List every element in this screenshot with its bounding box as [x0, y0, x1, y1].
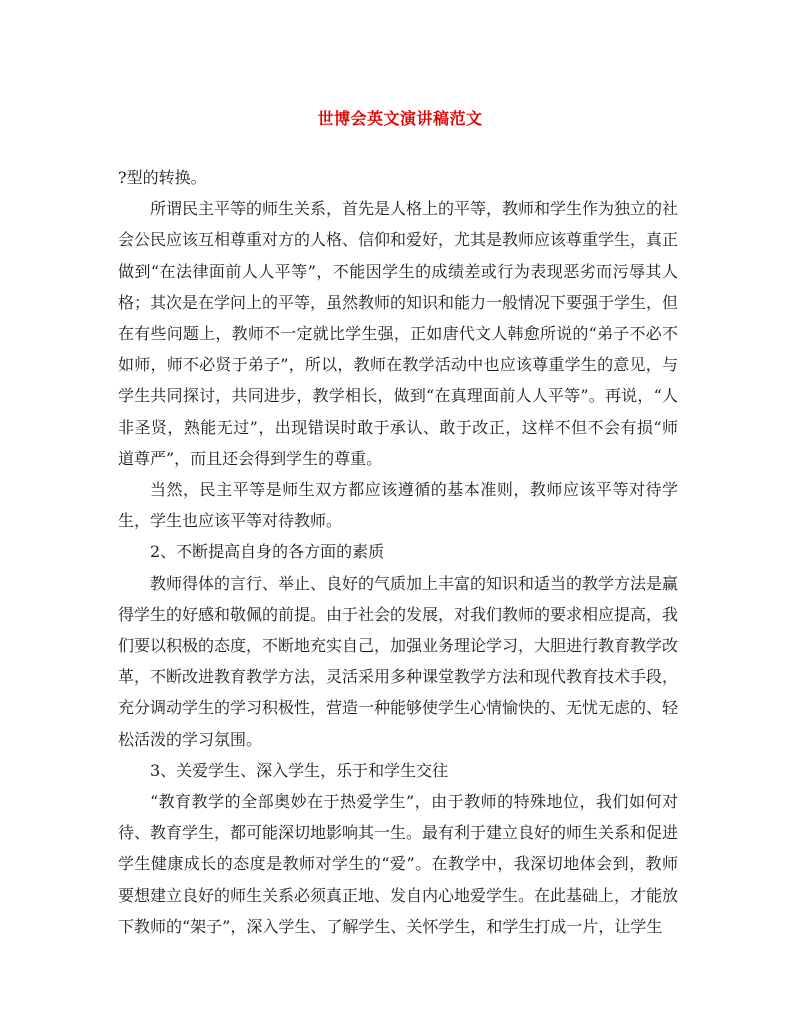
- paragraph-democratic-equality: 所谓民主平等的师生关系，首先是人格上的平等，教师和学生作为独立的社会公民应该互相尊重对方的人格、信仰和爱好，尤其是教师应该尊重学生，真正做到“在法律面前人人平等”，不能因学生的成绩差或行为表现恶劣而污辱其人格；其次是在学问上的平等，虽然教师的知识和能力一般情况下要强于学生，但在有些问题上，教师不一定就比学生强，正如唐代文人韩愈所说的“弟子不必不如师，师不必贤于弟子”，所以，教师在教学活动中也应该尊重学生的意见，与学生共同探讨，共同进步，教学相长，做到“在真理面前人人平等”。再说，“人非圣贤，熟能无过”，出现错误时敢于承认、敢于改正，这样不但不会有损“师道尊严”，而且还会得到学生的尊重。: [118, 199, 679, 468]
- paragraph-love-students: “教育教学的全部奥妙在于热爱学生”，由于教师的特殊地位，我们如何对待、教育学生，都可能深切地影响其一生。最有利于建立良好的师生关系和促进学生健康成长的态度是教师对学生的“爱”。在教学中，我深切地体会到，教师要想建立良好的师生关系必须真正地、发自内心地爱学生。在此基础上，才能放下教师的“架子”，深入学生、了解学生、关怀学生，和学生打成一片，让学生: [118, 792, 679, 936]
- paragraph-continuation: ?型的转换。: [118, 168, 207, 187]
- section-heading-3: 3、关爱学生、深入学生，乐于和学生交往: [150, 760, 449, 780]
- document-body: [118, 162, 678, 942]
- paragraph-mutual-respect: 当然，民主平等是师生双方都应该遵循的基本准则，教师应该平等对待学生，学生也应该平等对待教师。: [118, 480, 678, 531]
- document-title: 世博会英文演讲稿范文: [317, 109, 483, 128]
- paragraph-improve-quality: 教师得体的言行、举止、良好的气质加上丰富的知识和适当的教学方法是赢得学生的好感和敬佩的前提。由于社会的发展，对我们教师的要求相应提高，我们要以积极的态度，不断地充实自己，加强业务理论学习，大胆进行教育教学改革，不断改进教育教学方法，灵活采用多种课堂教学方法和现代教育技术手段，充分调动学生的学习积极性，营造一种能够使学生心情愉快的、无忧无虑的、轻松活泼的学习氛围。: [118, 573, 679, 749]
- section-heading-2: 2、不断提高自身的各方面的素质: [150, 542, 385, 562]
